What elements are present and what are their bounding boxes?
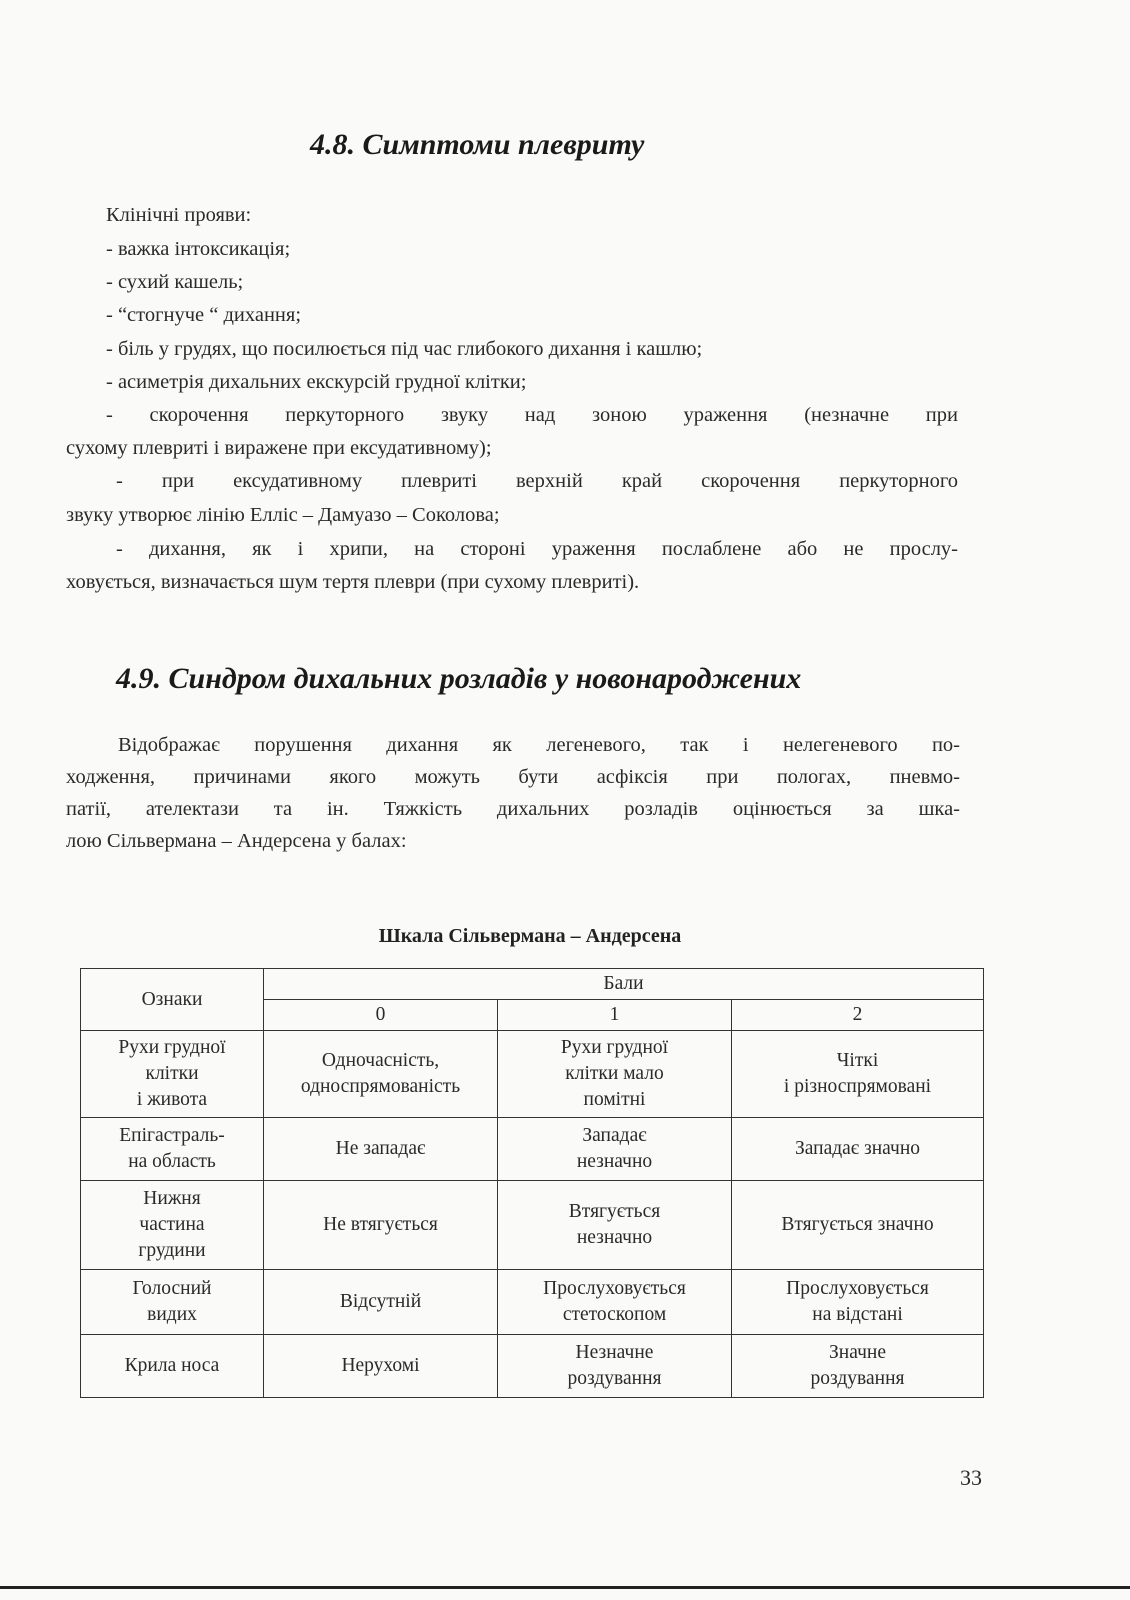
cell-text-line: Незначне bbox=[575, 1342, 654, 1363]
table-row bbox=[81, 1270, 984, 1335]
cell-text-line: і живота bbox=[136, 1089, 208, 1110]
body-paragraph-line: ходження, причинами якого можуть бути асфіксія при пологах, пневмо- bbox=[66, 766, 960, 788]
score-2-cell bbox=[732, 1270, 984, 1335]
cell-text-line: Значне bbox=[829, 1342, 886, 1363]
section-48-heading: 4.8. Симптоми плевриту bbox=[310, 128, 645, 161]
cell-text-line: стетоскопом bbox=[562, 1304, 667, 1325]
body-paragraph-line: патії, ателектази та ін. Тяжкість дихальних розладів оцінюється за шка- bbox=[66, 798, 960, 820]
cell-text-line: Западає значно bbox=[794, 1138, 921, 1159]
cell-text-line: Відсутній bbox=[339, 1291, 422, 1312]
cell-text-line: роздування bbox=[567, 1368, 662, 1389]
cell-text-line: грудини bbox=[138, 1240, 206, 1261]
table-header-row bbox=[81, 969, 984, 1000]
cell-text-line: Крила носа bbox=[124, 1355, 220, 1376]
symptom-item: - важка інтоксикація; bbox=[106, 238, 291, 260]
body-paragraph-line: Відображає порушення дихання як легеневого, так і нелегеневого по- bbox=[118, 734, 960, 756]
score-2-cell bbox=[732, 1181, 984, 1270]
cell-text-line: Западає bbox=[582, 1125, 647, 1146]
row-sign-cell bbox=[81, 1270, 264, 1335]
header-signs: Ознаки bbox=[81, 969, 264, 1031]
bottom-rule bbox=[0, 1586, 1130, 1589]
cell-text-line: Втягується bbox=[568, 1201, 661, 1222]
cell-text-line: і різноспрямовані bbox=[783, 1076, 932, 1097]
cell-text-line: Нерухомі bbox=[341, 1355, 420, 1376]
score-2-cell bbox=[732, 1118, 984, 1181]
cell-text-line: Втягується значно bbox=[781, 1214, 934, 1235]
header-points: Бали bbox=[264, 969, 984, 1000]
header-score-2: 2 bbox=[732, 1000, 984, 1031]
row-sign-cell bbox=[81, 1031, 264, 1118]
cell-text-line: частина bbox=[139, 1214, 205, 1235]
cell-text-line: Прослуховується bbox=[543, 1278, 686, 1299]
score-2-cell bbox=[732, 1335, 984, 1398]
symptom-item-continued: ховується, визначається шум тертя плеври (при сухому плевриті). bbox=[66, 571, 640, 593]
score-1-cell bbox=[498, 1031, 732, 1118]
score-0-cell bbox=[264, 1335, 498, 1398]
cell-text-line: на відстані bbox=[812, 1304, 903, 1325]
page-number: 33 bbox=[960, 1465, 982, 1490]
table-body bbox=[81, 1031, 984, 1398]
cell-text-line: Одночасність, bbox=[321, 1050, 440, 1071]
symptom-item: - скорочення перкуторного звуку над зоною ураження (незначне при bbox=[106, 404, 958, 426]
row-sign-cell bbox=[81, 1181, 264, 1270]
cell-text-line: незначно bbox=[576, 1151, 653, 1172]
cell-text-line: Прослуховується bbox=[786, 1278, 929, 1299]
table-row bbox=[81, 1118, 984, 1181]
cell-text-line: Не втягується bbox=[323, 1214, 438, 1235]
symptom-item: - при ексудативному плевриті верхній край скорочення перкуторного bbox=[116, 470, 958, 492]
score-0-cell bbox=[264, 1031, 498, 1118]
cell-text-line: незначно bbox=[576, 1227, 653, 1248]
symptom-item: - “стогнуче “ дихання; bbox=[106, 304, 302, 326]
symptom-item: - біль у грудях, що посилюється під час глибокого дихання і кашлю; bbox=[106, 338, 703, 360]
row-sign-cell bbox=[81, 1118, 264, 1181]
clinical-intro: Клінічні прояви: bbox=[106, 204, 252, 226]
symptom-item: - сухий кашель; bbox=[106, 271, 244, 293]
score-1-cell bbox=[498, 1270, 732, 1335]
cell-text-line: Голосний bbox=[132, 1278, 212, 1299]
cell-text-line: Епігастраль- bbox=[119, 1125, 225, 1146]
symptom-item-continued: сухому плевриті і виражене при ексудативному); bbox=[66, 437, 492, 459]
table-row bbox=[81, 1031, 984, 1118]
section-49-heading: 4.9. Синдром дихальних розладів у новонароджених bbox=[116, 662, 802, 695]
score-0-cell bbox=[264, 1270, 498, 1335]
table-title: Шкала Сільвермана – Андерсена bbox=[378, 925, 682, 947]
cell-text-line: роздування bbox=[810, 1368, 905, 1389]
cell-text-line: Чіткі bbox=[836, 1050, 879, 1071]
score-0-cell bbox=[264, 1118, 498, 1181]
symptom-item: - дихання, як і хрипи, на стороні ураження послаблене або не прослу- bbox=[116, 538, 958, 560]
cell-text-line: Рухи грудної bbox=[118, 1037, 226, 1058]
cell-text-line: клітки мало bbox=[565, 1063, 664, 1084]
score-0-cell bbox=[264, 1181, 498, 1270]
score-1-cell bbox=[498, 1335, 732, 1398]
cell-text-line: помітні bbox=[583, 1089, 646, 1110]
symptom-item: - асиметрія дихальних екскурсій грудної клітки; bbox=[106, 371, 527, 393]
score-2-cell bbox=[732, 1031, 984, 1118]
body-paragraph-line: лою Сільвермана – Андерсена у балах: bbox=[66, 830, 407, 852]
cell-text-line: Рухи грудної bbox=[560, 1037, 669, 1058]
cell-text-line: Нижня bbox=[143, 1188, 201, 1209]
header-score-0: 0 bbox=[264, 1000, 498, 1031]
cell-text-line: видих bbox=[147, 1304, 197, 1325]
cell-text-line: на область bbox=[128, 1151, 216, 1172]
table-row bbox=[81, 1335, 984, 1398]
cell-text-line: клітки bbox=[145, 1063, 199, 1084]
cell-text-line: Не западає bbox=[335, 1138, 426, 1159]
silverman-andersen-table bbox=[80, 968, 984, 1398]
row-sign-cell bbox=[81, 1335, 264, 1398]
cell-text-line: односпрямованість bbox=[300, 1076, 461, 1097]
header-score-1: 1 bbox=[498, 1000, 732, 1031]
score-1-cell bbox=[498, 1118, 732, 1181]
table-row bbox=[81, 1181, 984, 1270]
symptom-item-continued: звуку утворює лінію Елліс – Дамуазо – Соколова; bbox=[66, 504, 500, 526]
score-1-cell bbox=[498, 1181, 732, 1270]
